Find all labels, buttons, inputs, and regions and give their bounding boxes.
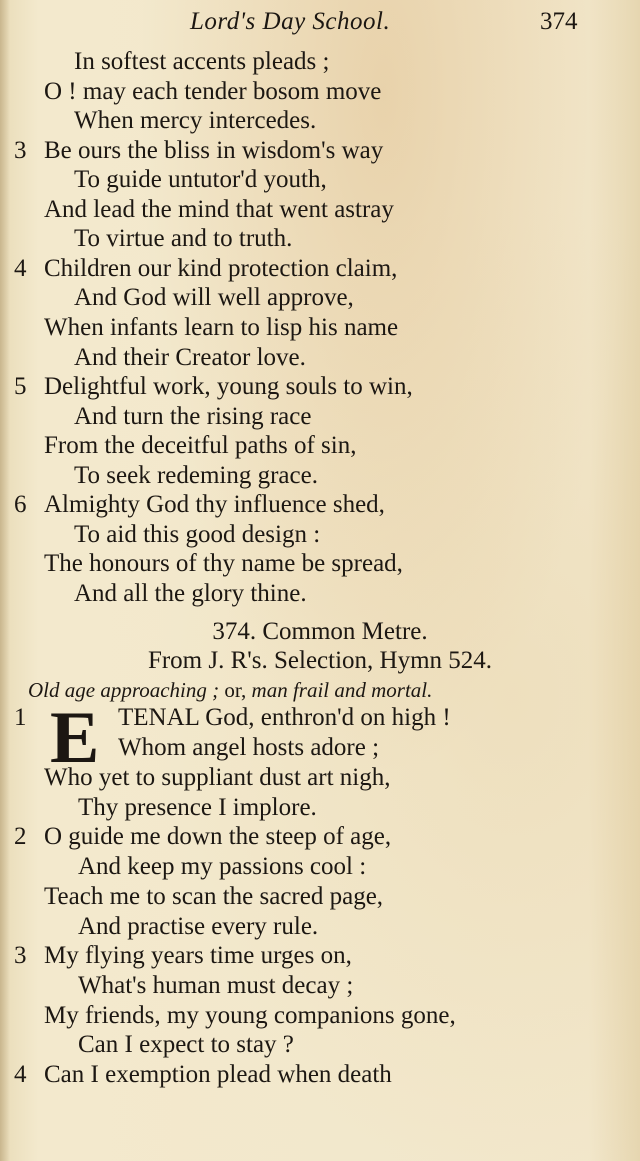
verse-line: TENAL God, enthron'd on high ! bbox=[118, 704, 451, 731]
verse-line: Children our kind protection claim, bbox=[44, 254, 398, 282]
verse-line: The honours of thy name be spread, bbox=[44, 550, 403, 578]
verse-number: 6 bbox=[14, 491, 27, 519]
verse-line: Almighty God thy influence shed, bbox=[44, 491, 385, 519]
verse-line: And lead the mind that went astray bbox=[44, 195, 394, 223]
drop-capital: E bbox=[50, 697, 100, 779]
verse-line: And practise every rule. bbox=[78, 912, 319, 940]
verse-line: And keep my passions cool : bbox=[78, 853, 367, 881]
verse-line: Whom angel hosts adore ; bbox=[118, 734, 380, 761]
subject-part-a: Old age approaching ; bbox=[28, 678, 220, 702]
running-title: Lord's Day School. bbox=[190, 8, 391, 35]
verse-number: 3 bbox=[14, 942, 27, 970]
verse-number: 3 bbox=[14, 136, 27, 164]
verse-line: When infants learn to lisp his name bbox=[44, 313, 399, 341]
verse-line: And all the glory thine. bbox=[74, 579, 307, 607]
verse-line: O guide me down the steep of age, bbox=[44, 823, 392, 851]
subject-part-b: man frail and mortal. bbox=[251, 678, 433, 702]
verse-number: 5 bbox=[14, 373, 27, 401]
verse-line: Can I exemption plead when death bbox=[44, 1061, 392, 1088]
verse-number: 4 bbox=[14, 1061, 27, 1088]
verse-line: Teach me to scan the sacred page, bbox=[44, 882, 384, 910]
verse-line: To aid this good design : bbox=[74, 520, 321, 548]
verse-line: And God will well approve, bbox=[74, 284, 354, 312]
verse-line: From the deceitful paths of sin, bbox=[44, 432, 357, 460]
hymn-source: From J. R's. Selection, Hymn 524. bbox=[147, 647, 493, 674]
verse-line: My friends, my young companions gone, bbox=[44, 1001, 456, 1029]
verse-line: And turn the rising race bbox=[74, 402, 312, 430]
hymn-heading: 374. Common Metre. bbox=[212, 618, 428, 645]
verse-line: Be ours the bliss in wisdom's way bbox=[44, 136, 384, 164]
page-number: 374 bbox=[540, 8, 578, 35]
verse-number: 1 bbox=[14, 704, 27, 731]
verse-line: And their Creator love. bbox=[74, 343, 306, 371]
subject-or: or, bbox=[224, 678, 247, 702]
verse-line: Who yet to suppliant dust art nigh, bbox=[44, 764, 391, 791]
page-spine-shadow bbox=[0, 0, 10, 1161]
verse-line: To seek redeming grace. bbox=[74, 461, 318, 489]
page-header bbox=[0, 8, 640, 42]
verse-line: To guide untutor'd youth, bbox=[74, 166, 327, 194]
verse-line: O ! may each tender bosom move bbox=[44, 77, 382, 105]
verse-number: 2 bbox=[14, 823, 27, 851]
verse-line: Delightful work, young souls to win, bbox=[44, 373, 413, 401]
verse-line: In softest accents pleads ; bbox=[74, 48, 330, 75]
verse-line: My flying years time urges on, bbox=[44, 942, 352, 970]
verse-line: Thy presence I implore. bbox=[78, 793, 317, 821]
verse-line: What's human must decay ; bbox=[78, 971, 354, 999]
verse-number: 4 bbox=[14, 254, 27, 282]
verse-line: To virtue and to truth. bbox=[74, 225, 293, 253]
verse-line: Can I expect to stay ? bbox=[78, 1031, 294, 1059]
verse-line: When mercy intercedes. bbox=[74, 107, 317, 135]
